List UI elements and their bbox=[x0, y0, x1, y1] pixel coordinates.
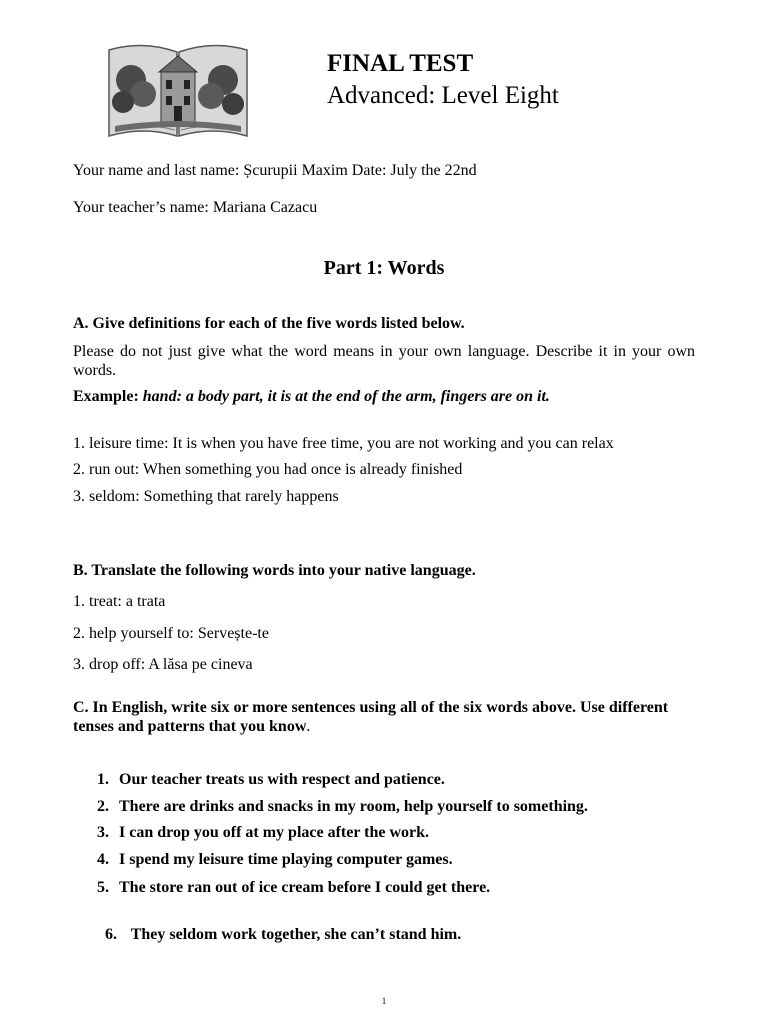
open-book-logo-icon bbox=[105, 40, 251, 140]
teacher-name-line: Your teacher’s name: Mariana Cazacu bbox=[73, 199, 318, 216]
sentence-item bbox=[97, 797, 588, 817]
test-subtitle: Advanced: Level Eight bbox=[327, 82, 559, 109]
section-c-heading-text: C. In English, write six or more sentences using all of the six words above. Use different tenses and patterns that you know bbox=[73, 699, 669, 735]
definition-answer: 2. run out: When something you had once is already finished bbox=[73, 461, 463, 478]
sentence-item bbox=[97, 878, 490, 898]
sentence-text: They seldom work together, she can’t stand him. bbox=[127, 926, 462, 943]
section-a-instruction: Please do not just give what the word means in your own language. Describe it in your own words. bbox=[73, 343, 695, 379]
sentence-number: 5. bbox=[97, 879, 109, 896]
example-text: hand: a body part, it is at the end of the arm, fingers are on it. bbox=[142, 388, 550, 405]
translation-answer: 1. treat: a trata bbox=[73, 593, 166, 610]
sentence-text: There are drinks and snacks in my room, help yourself to something. bbox=[119, 798, 588, 815]
sentence-number: 3. bbox=[97, 824, 109, 841]
sentence-number: 2. bbox=[97, 798, 109, 815]
section-c-heading-period: . bbox=[306, 718, 311, 735]
student-name-line: Your name and last name: Șcurupii Maxim Date: July the 22nd bbox=[73, 162, 477, 179]
sentence-item bbox=[97, 770, 445, 790]
sentence-text: I spend my leisure time playing computer games. bbox=[119, 851, 453, 868]
page-number: 1 bbox=[381, 996, 387, 1006]
definition-answer: 1. leisure time: It is when you have free time, you are not working and you can relax bbox=[73, 435, 614, 452]
section-c-heading bbox=[73, 698, 695, 736]
definition-answer: 3. seldom: Something that rarely happens bbox=[73, 488, 339, 505]
section-a-example bbox=[73, 387, 550, 407]
part-heading: Part 1: Words bbox=[323, 257, 445, 279]
sentence-item bbox=[97, 905, 461, 945]
section-a-heading: A. Give definitions for each of the five words listed below. bbox=[73, 315, 465, 332]
sentence-text: The store ran out of ice cream before I could get there. bbox=[119, 879, 491, 896]
sentence-text: Our teacher treats us with respect and patience. bbox=[119, 771, 445, 788]
example-label: Example: bbox=[73, 388, 139, 405]
test-title: FINAL TEST bbox=[327, 50, 474, 77]
sentence-number: 1. bbox=[97, 771, 109, 788]
sentence-item bbox=[97, 823, 429, 843]
sentence-number: 6. bbox=[105, 926, 117, 943]
sentence-item bbox=[97, 850, 453, 870]
sentence-number: 4. bbox=[97, 851, 109, 868]
translation-answer: 2. help yourself to: Servește-te bbox=[73, 625, 269, 642]
sentence-text: I can drop you off at my place after the work. bbox=[119, 824, 430, 841]
section-b-heading: B. Translate the following words into your native language. bbox=[73, 562, 476, 579]
translation-answer: 3. drop off: A lăsa pe cineva bbox=[73, 656, 253, 673]
